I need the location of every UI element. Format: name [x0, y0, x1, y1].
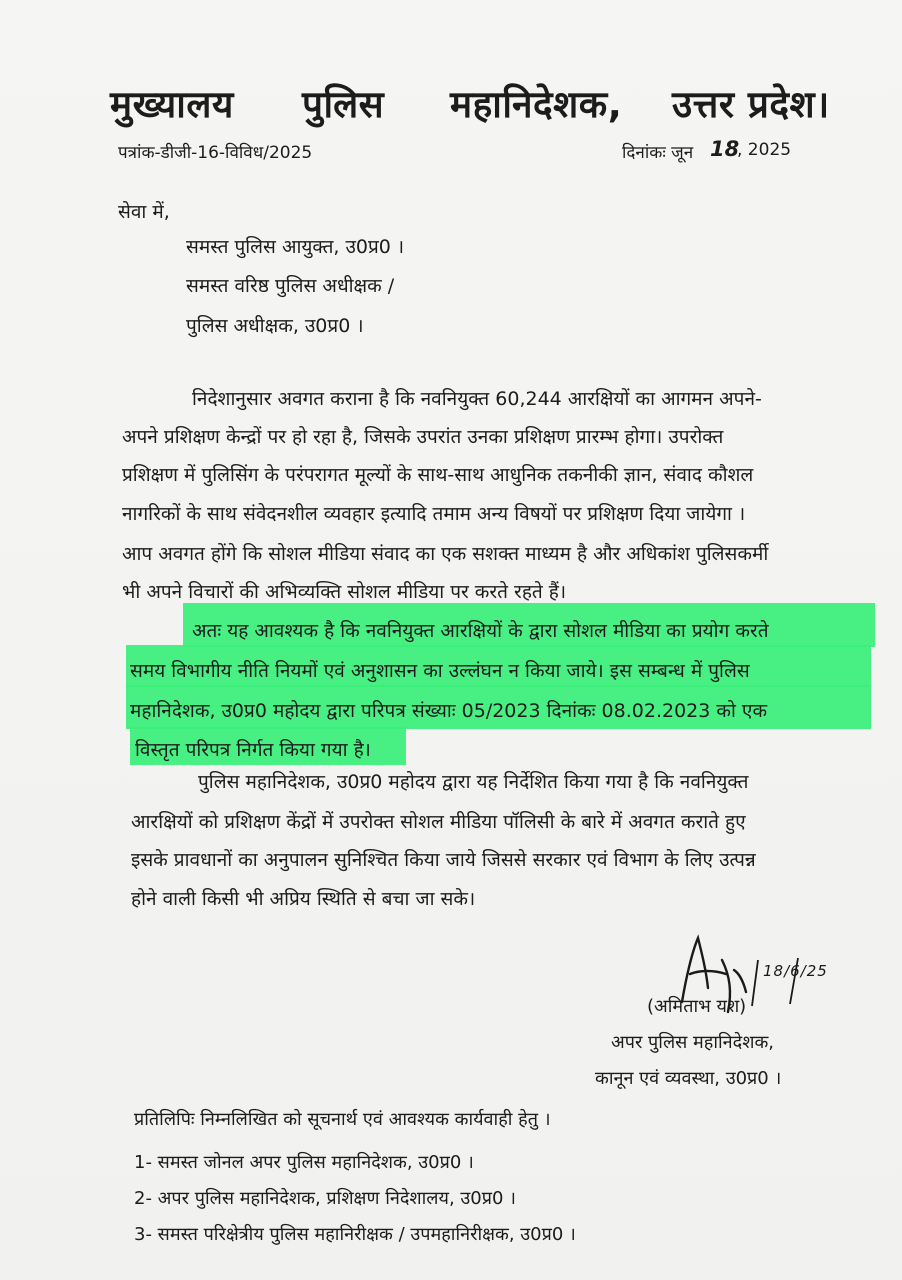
salutation: सेवा में, — [118, 201, 170, 223]
signature-date-handwritten: 18/6/25 — [763, 962, 828, 980]
paragraph-3-line: इसके प्रावधानों का अनुपालन सुनिश्चित किया जाये जिससे सरकार एवं विभाग के लिए उत्पन्न — [131, 849, 756, 871]
reference-number: पत्रांक-डीजी-16-विविध/2025 — [118, 143, 313, 163]
paragraph-2-line: समय विभागीय नीति नियमों एवं अनुशासन का उल्लंघन न किया जाये। इस सम्बन्ध में पुलिस — [130, 660, 750, 682]
date-year: , 2025 — [737, 140, 792, 160]
copy-to-item: 1- समस्त जोनल अपर पुलिस महानिदेशक, उ0प्र0 । — [134, 1152, 474, 1173]
paragraph-2-line: विस्तृत परिपत्र निर्गत किया गया है। — [135, 739, 371, 761]
copy-to-item: 3- समस्त परिक्षेत्रीय पुलिस महानिरीक्षक / उपमहानिरीक्षक, उ0प्र0 । — [134, 1224, 576, 1245]
date-label: दिनांकः जून — [622, 143, 694, 163]
paragraph-1-line: आप अवगत होंगे कि सोशल मीडिया संवाद का एक सशक्त माध्यम है और अधिकांश पुलिसकर्मी — [122, 543, 769, 565]
heading-state: उत्तर प्रदेश। — [672, 83, 830, 126]
heading-dg: महानिदेशक, — [450, 83, 623, 126]
signatory-designation: अपर पुलिस महानिदेशक, — [611, 1032, 775, 1053]
heading-police: पुलिस — [302, 83, 385, 126]
paragraph-1-line: निदेशानुसार अवगत कराना है कि नवनियुक्त 60,244 आरक्षियों का आगमन अपने- — [192, 388, 762, 410]
addressee-line-2: समस्त वरिष्ठ पुलिस अधीक्षक / — [186, 275, 395, 297]
signatory-department: कानून एवं व्यवस्था, उ0प्र0 । — [595, 1068, 782, 1089]
addressee-line-3: पुलिस अधीक्षक, उ0प्र0 । — [186, 315, 364, 337]
addressee-line-1: समस्त पुलिस आयुक्त, उ0प्र0 । — [186, 236, 405, 258]
copy-to-intro: प्रतिलिपिः निम्नलिखित को सूचनार्थ एवं आवश्यक कार्यवाही हेतु । — [134, 1109, 551, 1130]
paragraph-1-line: अपने प्रशिक्षण केन्द्रों पर हो रहा है, जिसके उपरांत उनका प्रशिक्षण प्रारम्भ होगा। उपरोक्त — [122, 426, 724, 448]
paragraph-3-line: पुलिस महानिदेशक, उ0प्र0 महोदय द्वारा यह निर्देशित किया गया है कि नवनियुक्त — [198, 771, 749, 793]
paragraph-2-line: अतः यह आवश्यक है कि नवनियुक्त आरक्षियों के द्वारा सोशल मीडिया का प्रयोग करते — [192, 620, 769, 642]
paragraph-3-line: आरक्षियों को प्रशिक्षण केंद्रों में उपरोक्त सोशल मीडिया पॉलिसी के बारे में अवगत कराते हुए — [131, 811, 746, 833]
paragraph-3-line: होने वाली किसी भी अप्रिय स्थिति से बचा जा सके। — [131, 888, 476, 910]
heading-hq: मुख्यालय — [110, 83, 234, 126]
paragraph-2-line: महानिदेशक, उ0प्र0 महोदय द्वारा परिपत्र संख्याः 05/2023 दिनांकः 08.02.2023 को एक — [130, 700, 768, 722]
paragraph-1-line: भी अपने विचारों की अभिव्यक्ति सोशल मीडिया पर करते रहते हैं। — [122, 581, 567, 603]
paragraph-1-line: नागरिकों के साथ संवेदनशील व्यवहार इत्यादि तमाम अन्य विषयों पर प्रशिक्षण दिया जायेगा । — [122, 503, 746, 525]
paragraph-1-line: प्रशिक्षण में पुलिसिंग के परंपरागत मूल्यों के साथ-साथ आधुनिक तकनीकी ज्ञान, संवाद कौशल — [122, 464, 754, 486]
copy-to-item: 2- अपर पुलिस महानिदेशक, प्रशिक्षण निदेशालय, उ0प्र0 । — [134, 1188, 516, 1209]
date-day-handwritten: 18 — [710, 137, 740, 161]
signatory-name: (अमिताभ यश) — [647, 996, 747, 1017]
